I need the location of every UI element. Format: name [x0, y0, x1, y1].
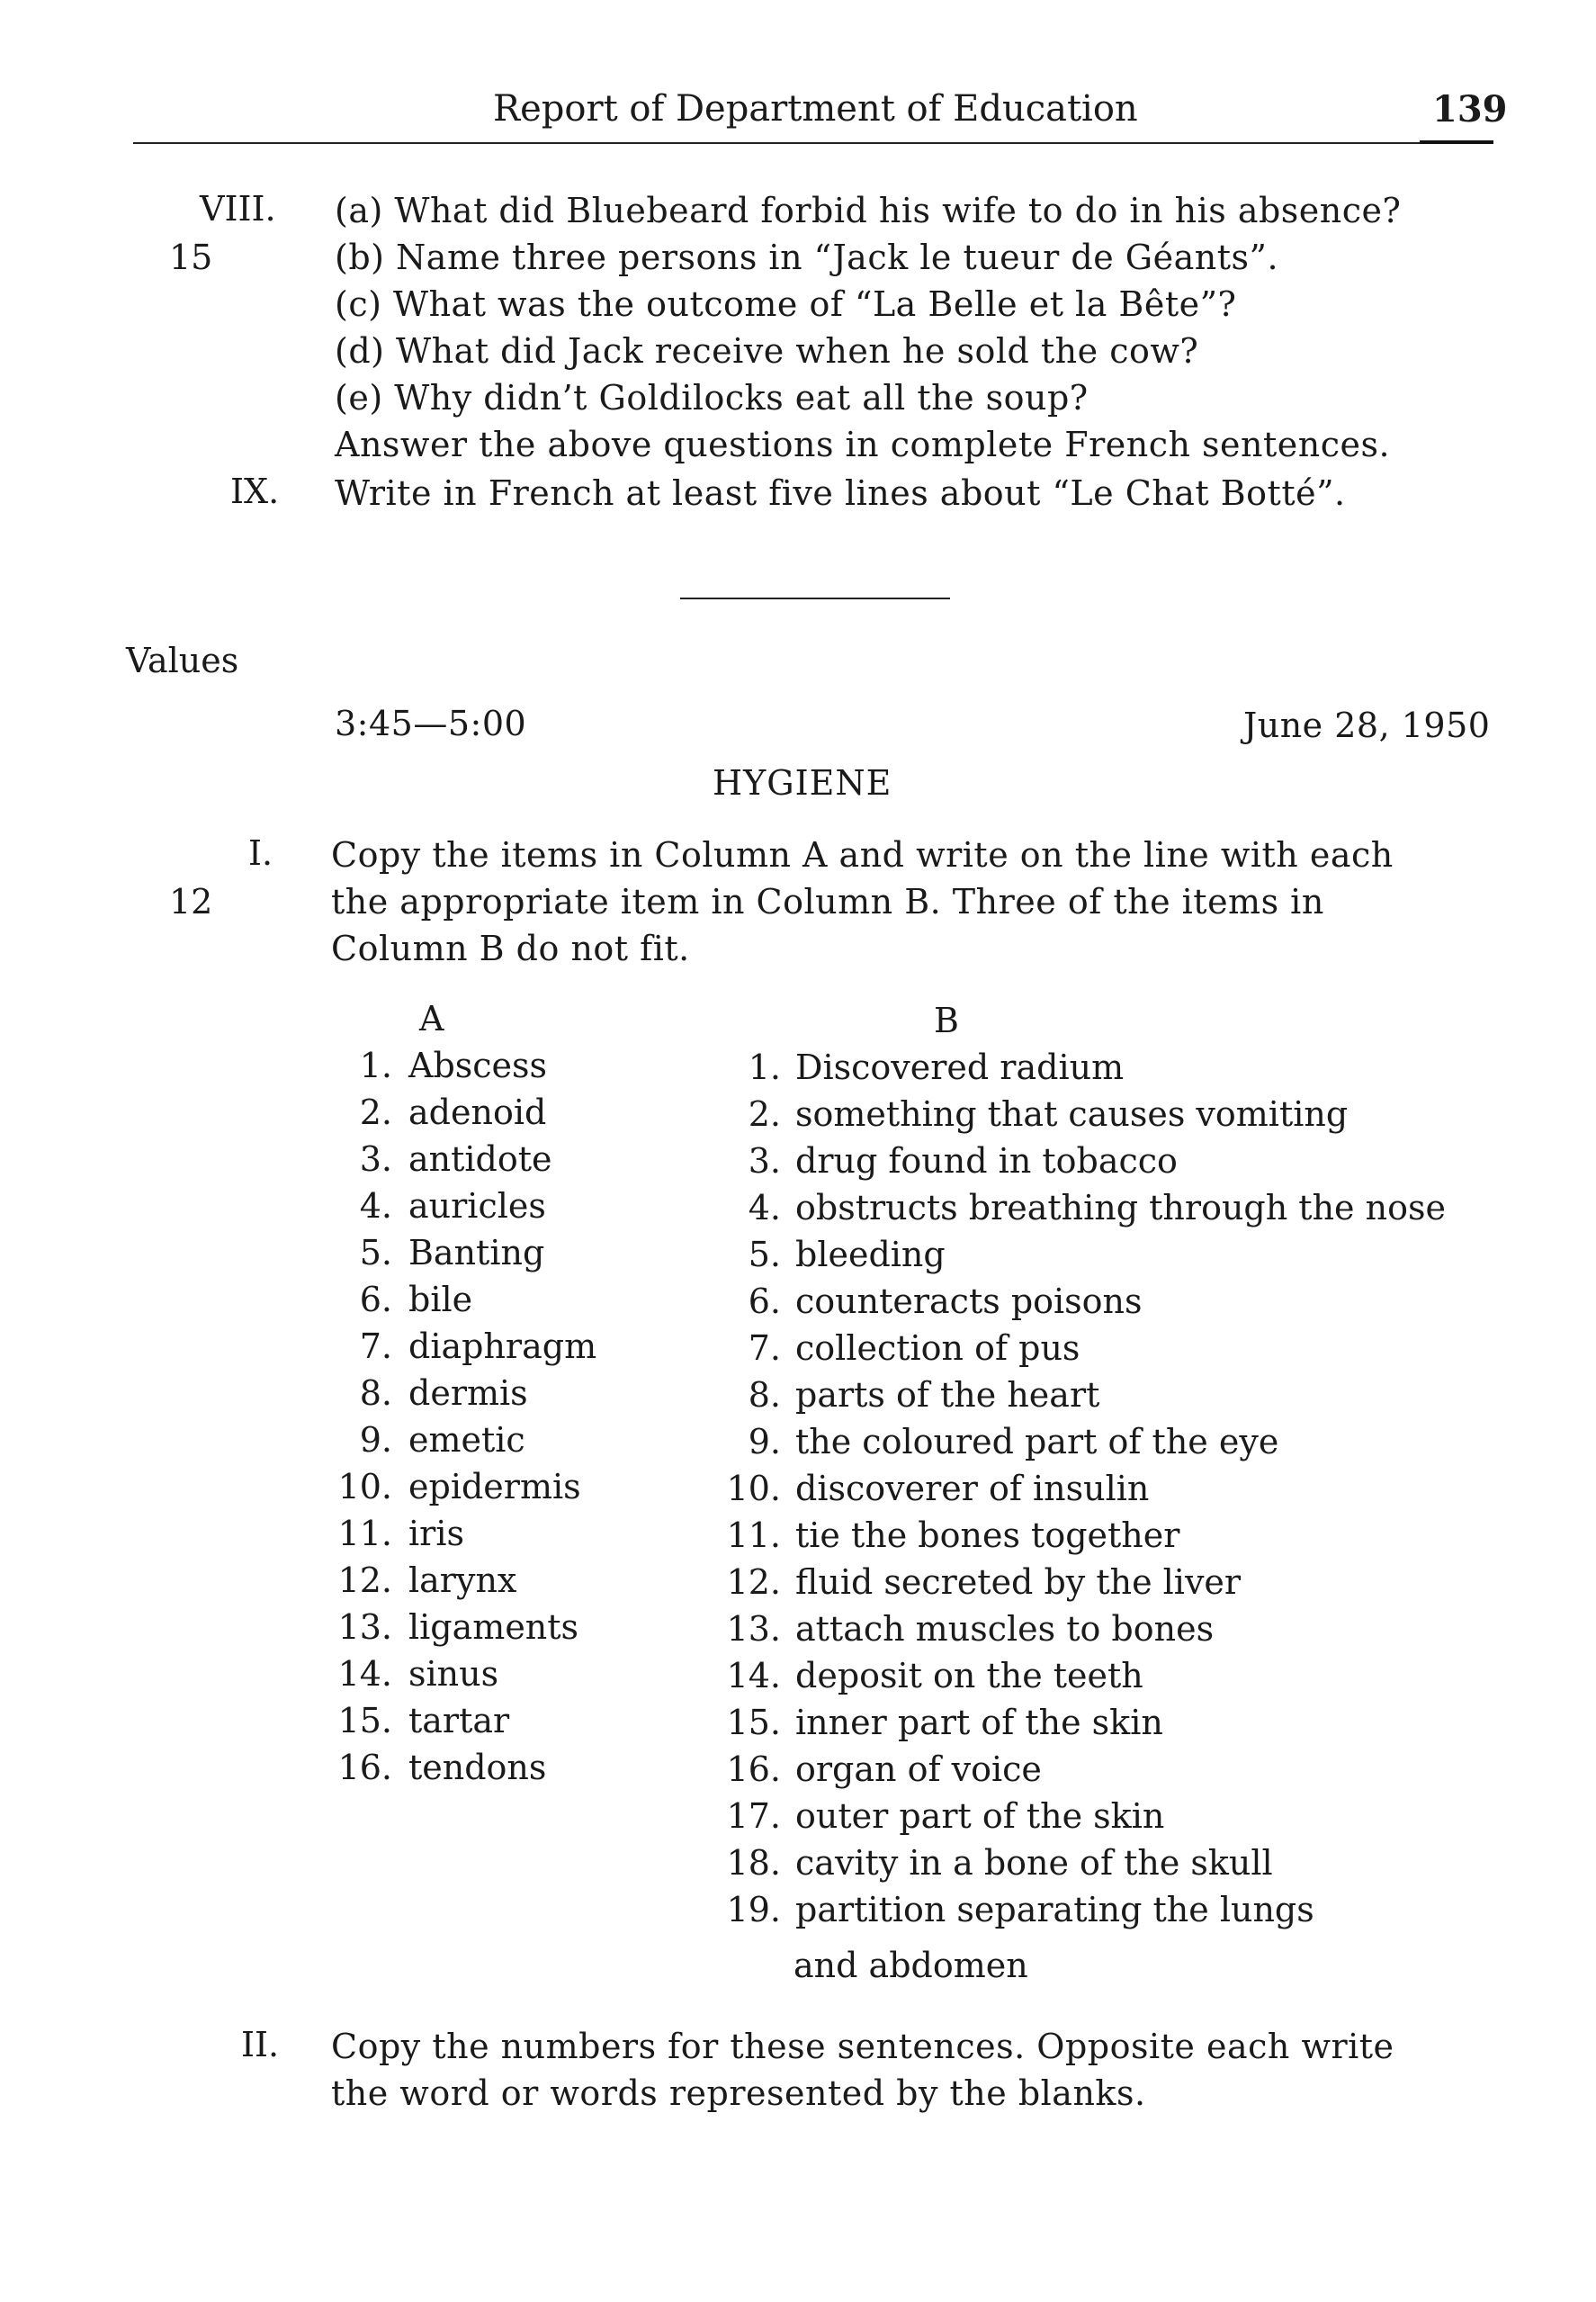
column-b-item-text: cavity in a bone of the skull	[795, 1843, 1273, 1883]
column-b-item-number: 8.	[748, 1375, 781, 1415]
column-b-item-text: obstructs breathing through the nose	[795, 1188, 1446, 1227]
column-b-item-text: attach muscles to bones	[795, 1609, 1215, 1649]
column-b-item-number: 13.	[726, 1609, 781, 1649]
column-b-item-text: Discovered radium	[795, 1048, 1125, 1087]
column-b-item-text: drug found in tobacco	[795, 1141, 1178, 1181]
column-a-item-text: epidermis	[408, 1467, 581, 1506]
question-9-numeral: IX.	[230, 472, 280, 511]
question-8a: (a) What did Bluebeard forbid his wife to do in his absence?	[335, 191, 1402, 230]
column-b-item-text: tie the bones together	[795, 1515, 1180, 1555]
column-a-item-text: sinus	[408, 1654, 499, 1694]
section-title-hygiene: HYGIENE	[713, 763, 892, 803]
column-b-item-number: 12.	[726, 1562, 781, 1602]
column-b-item-text: parts of the heart	[795, 1375, 1100, 1415]
column-a-item-number: 14.	[337, 1654, 392, 1694]
column-a-item-number: 8.	[359, 1373, 392, 1413]
question-1-line-2: the appropriate item in Column B. Three of the items in	[331, 882, 1324, 922]
column-b-item-number: 2.	[748, 1094, 781, 1134]
question-8c: (c) What was the outcome of “La Belle et la Bête”?	[335, 284, 1237, 324]
column-a-item-number: 9.	[359, 1420, 392, 1460]
column-b-item-number: 3.	[748, 1141, 781, 1181]
column-b-item-text: organ of voice	[795, 1749, 1042, 1789]
page-number: 139	[1432, 88, 1508, 130]
column-b-item-number: 18.	[726, 1843, 781, 1883]
column-a-item-text: iris	[408, 1514, 464, 1553]
column-a-item-text: antidote	[408, 1139, 552, 1179]
column-a-item-text: auricles	[408, 1186, 546, 1226]
question-2-line-1: Copy the numbers for these sentences. Opposite each write	[331, 2027, 1394, 2066]
column-a-item-text: bile	[408, 1280, 473, 1319]
column-b-item-number: 1.	[748, 1048, 781, 1087]
column-a-item-number: 3.	[359, 1139, 392, 1179]
column-b-item-19-continuation: and abdomen	[794, 1946, 1028, 1985]
question-8b: (b) Name three persons in “Jack le tueur de Géants”.	[335, 238, 1279, 277]
question-2-numeral: II.	[241, 2025, 280, 2064]
column-b-item-text: counteracts poisons	[795, 1281, 1143, 1321]
column-b-item-text: deposit on the teeth	[795, 1656, 1143, 1695]
question-1-line-3: Column B do not fit.	[331, 929, 690, 968]
column-a-item-number: 10.	[337, 1467, 392, 1506]
exam-time: 3:45—5:00	[335, 704, 527, 743]
column-b-item-number: 4.	[748, 1188, 781, 1227]
column-a-item-text: ligaments	[408, 1607, 579, 1647]
exam-date: June 28, 1950	[1243, 706, 1491, 745]
column-b-item-number: 9.	[748, 1422, 781, 1461]
column-b-item-text: fluid secreted by the liver	[795, 1562, 1242, 1602]
column-a-item-text: diaphragm	[408, 1326, 597, 1366]
question-8-numeral: VIII.	[200, 189, 276, 229]
header-rule	[133, 142, 1493, 144]
question-8e: (e) Why didn’t Goldilocks eat all the soup?	[335, 378, 1089, 418]
section-separator	[680, 598, 950, 599]
column-b-item-number: 11.	[726, 1515, 781, 1555]
running-header-title: Report of Department of Education	[493, 88, 1138, 130]
values-label: Values	[126, 641, 239, 680]
column-b-item-number: 5.	[748, 1235, 781, 1274]
question-2-line-2: the word or words represented by the blanks.	[331, 2073, 1146, 2113]
column-b-item-number: 6.	[748, 1281, 781, 1321]
column-a-item-number: 16.	[337, 1748, 392, 1787]
column-b-item-number: 16.	[726, 1749, 781, 1789]
column-b-item-number: 7.	[748, 1328, 781, 1368]
column-b-header: B	[934, 1001, 959, 1040]
question-1-line-1: Copy the items in Column A and write on the line with each	[331, 835, 1394, 875]
header-rule-accent	[1420, 140, 1493, 144]
column-a-item-number: 1.	[359, 1046, 392, 1085]
column-a-item-text: Abscess	[408, 1046, 548, 1085]
column-b-item-text: something that causes vomiting	[795, 1094, 1349, 1134]
column-a-item-text: dermis	[408, 1373, 528, 1413]
question-8-value: 15	[169, 238, 213, 277]
column-a-item-number: 4.	[359, 1186, 392, 1226]
column-b-item-number: 15.	[726, 1703, 781, 1742]
question-8d: (d) What did Jack receive when he sold the cow?	[335, 331, 1199, 371]
column-b-item-number: 19.	[726, 1890, 781, 1929]
column-b-item-text: partition separating the lungs	[795, 1890, 1314, 1929]
column-b-item-text: the coloured part of the eye	[795, 1422, 1279, 1461]
column-b-item-text: outer part of the skin	[795, 1796, 1165, 1836]
column-a-item-number: 12.	[337, 1560, 392, 1600]
column-b-item-text: collection of pus	[795, 1328, 1080, 1368]
column-b-item-text: inner part of the skin	[795, 1703, 1163, 1742]
column-a-item-text: larynx	[408, 1560, 517, 1600]
column-b-item-number: 14.	[726, 1656, 781, 1695]
question-1-value: 12	[169, 882, 213, 922]
question-9-text: Write in French at least five lines about “Le Chat Botté”.	[335, 473, 1346, 513]
question-8-instruction: Answer the above questions in complete French sentences.	[335, 425, 1391, 464]
column-b-item-number: 10.	[726, 1469, 781, 1508]
column-b-item-text: bleeding	[795, 1235, 946, 1274]
column-a-item-number: 5.	[359, 1233, 392, 1272]
column-a-item-number: 2.	[359, 1093, 392, 1132]
question-1-numeral: I.	[248, 833, 273, 873]
column-a-item-text: tendons	[408, 1748, 547, 1787]
column-b-item-number: 17.	[726, 1796, 781, 1836]
column-a-item-text: tartar	[408, 1701, 510, 1740]
column-a-item-text: emetic	[408, 1420, 525, 1460]
column-a-item-number: 7.	[359, 1326, 392, 1366]
column-a-item-number: 6.	[359, 1280, 392, 1319]
column-a-item-number: 15.	[337, 1701, 392, 1740]
column-a-item-text: adenoid	[408, 1093, 547, 1132]
column-a-header: A	[419, 999, 444, 1039]
column-a-item-number: 13.	[337, 1607, 392, 1647]
column-b-item-text: discoverer of insulin	[795, 1469, 1150, 1508]
column-a-item-number: 11.	[337, 1514, 392, 1553]
column-a-item-text: Banting	[408, 1233, 545, 1272]
